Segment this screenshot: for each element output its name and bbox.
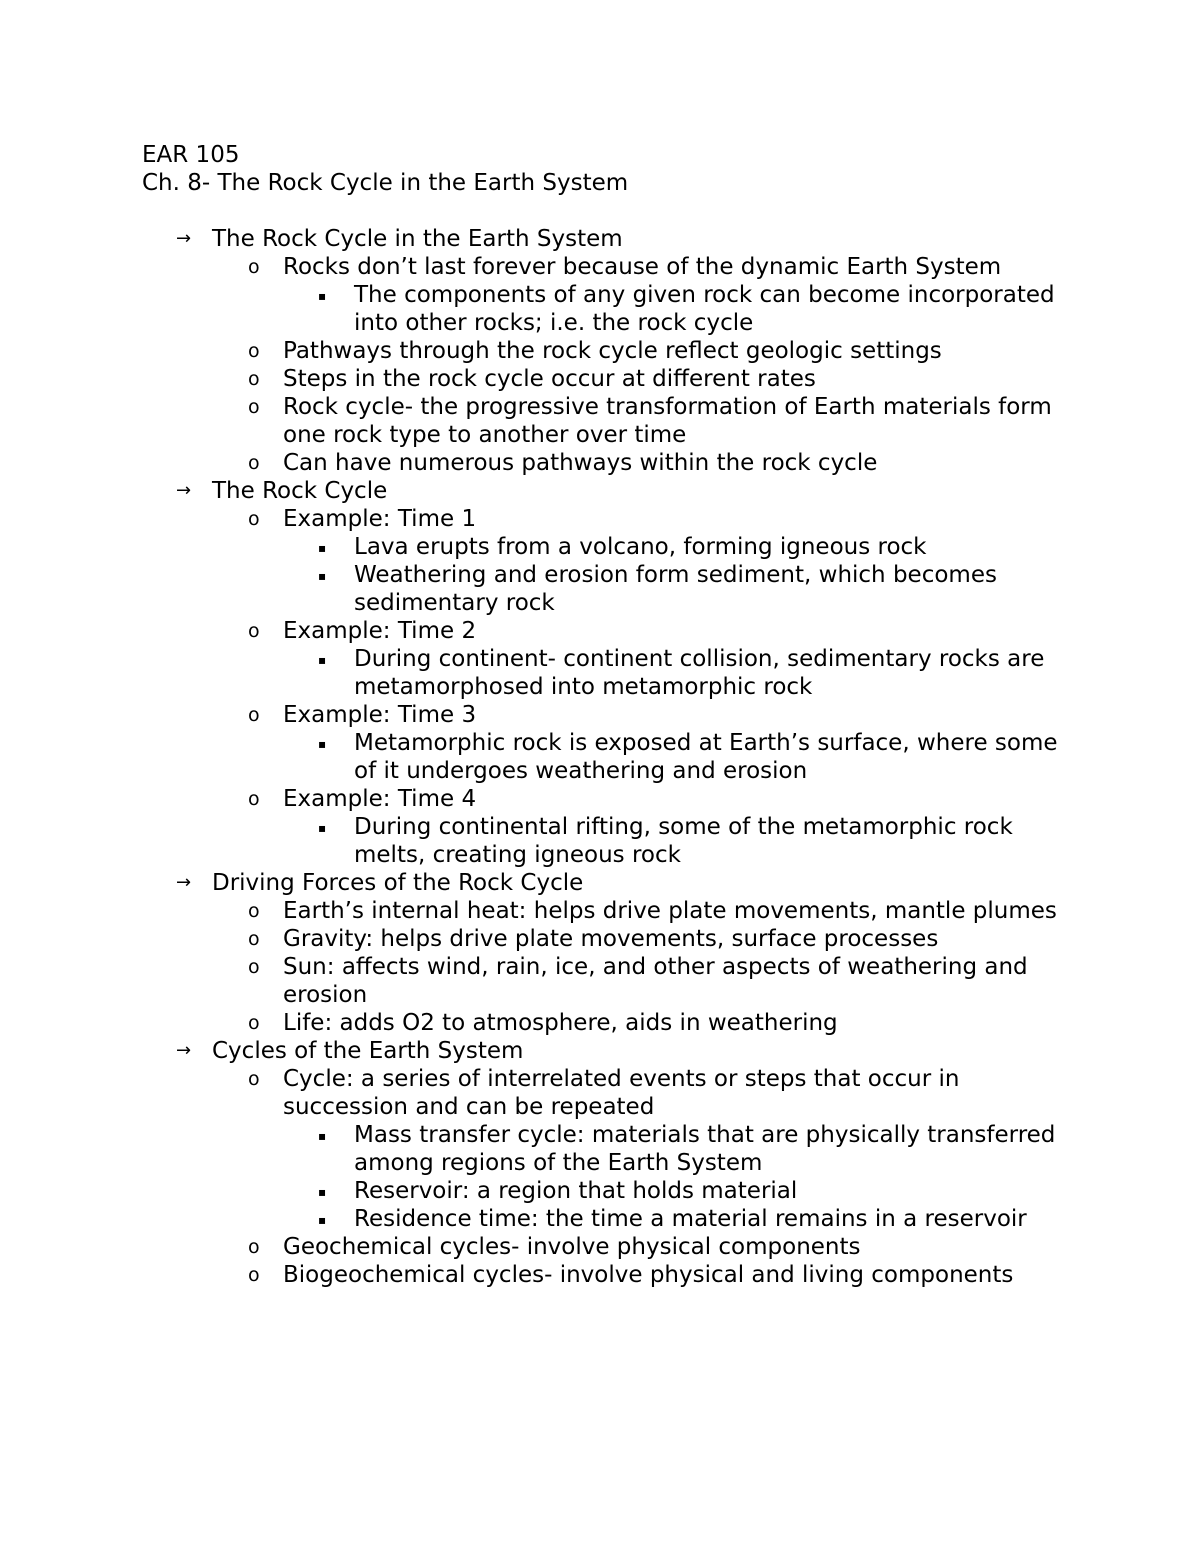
outline-item-level2: [142, 1233, 1062, 1261]
circle-bullet-icon: o: [248, 788, 260, 810]
outline-item-level2: [142, 701, 1062, 729]
circle-bullet-icon: o: [248, 452, 260, 474]
outline-item-text: Sun: affects wind, rain, ice, and other aspects of weathering and erosion: [283, 954, 1028, 1008]
square-bullet-icon: ▪: [318, 289, 327, 303]
chapter-title: Ch. 8- The Rock Cycle in the Earth System: [142, 170, 629, 196]
outline-item-text: Steps in the rock cycle occur at different rates: [283, 366, 816, 392]
arrow-bullet-icon: →: [176, 228, 192, 249]
square-bullet-icon: ▪: [318, 653, 327, 667]
circle-bullet-icon: o: [248, 508, 260, 530]
notes-outline: [142, 225, 1062, 1289]
square-bullet-icon: ▪: [318, 1185, 327, 1199]
outline-item-text: Example: Time 1: [283, 506, 477, 532]
outline-item-text: Geochemical cycles- involve physical components: [283, 1234, 861, 1260]
outline-item-text: During continental rifting, some of the metamorphic rock melts, creating igneous rock: [354, 814, 1013, 868]
outline-item-level2: [142, 953, 1062, 1009]
outline-item-text: The Rock Cycle: [212, 478, 388, 504]
outline-item-text: Residence time: the time a material remains in a reservoir: [354, 1206, 1027, 1232]
square-bullet-icon: ▪: [318, 1129, 327, 1143]
outline-item-level3: [142, 1205, 1062, 1233]
outline-item-level3: [142, 533, 1062, 561]
outline-item-level3: [142, 281, 1062, 337]
circle-bullet-icon: o: [248, 256, 260, 278]
outline-item-text: Example: Time 2: [283, 618, 477, 644]
circle-bullet-icon: o: [248, 900, 260, 922]
outline-item-level1: [142, 869, 1062, 897]
outline-item-level2: [142, 505, 1062, 533]
outline-item-level2: [142, 253, 1062, 281]
circle-bullet-icon: o: [248, 704, 260, 726]
outline-item-text: Example: Time 3: [283, 702, 477, 728]
square-bullet-icon: ▪: [318, 569, 327, 583]
outline-item-level1: [142, 1037, 1062, 1065]
outline-item-text: Gravity: helps drive plate movements, surface processes: [283, 926, 939, 952]
outline-item-level2: [142, 897, 1062, 925]
square-bullet-icon: ▪: [318, 1213, 327, 1227]
circle-bullet-icon: o: [248, 1068, 260, 1090]
outline-item-text: The components of any given rock can become incorporated into other rocks; i.e. the rock cycle: [354, 282, 1055, 336]
outline-item-level1: [142, 477, 1062, 505]
outline-item-text: Rocks don’t last forever because of the dynamic Earth System: [283, 254, 1002, 280]
outline-item-text: Cycles of the Earth System: [212, 1038, 524, 1064]
outline-item-text: Life: adds O2 to atmosphere, aids in weathering: [283, 1010, 838, 1036]
outline-item-level2: [142, 925, 1062, 953]
circle-bullet-icon: o: [248, 368, 260, 390]
outline-item-level3: [142, 645, 1062, 701]
outline-item-level2: [142, 1009, 1062, 1037]
outline-item-text: Pathways through the rock cycle reflect geologic settings: [283, 338, 942, 364]
outline-item-level2: [142, 1065, 1062, 1121]
outline-item-text: Rock cycle- the progressive transformation of Earth materials form one rock type to another over time: [283, 394, 1052, 448]
outline-item-level2: [142, 617, 1062, 645]
course-code: EAR 105: [142, 142, 240, 168]
outline-item-text: Reservoir: a region that holds material: [354, 1178, 798, 1204]
outline-item-text: Mass transfer cycle: materials that are physically transferred among regions of the Earth System: [354, 1122, 1056, 1176]
outline-item-level1: [142, 225, 1062, 253]
circle-bullet-icon: o: [248, 396, 260, 418]
circle-bullet-icon: o: [248, 956, 260, 978]
outline-item-level3: [142, 1121, 1062, 1177]
arrow-bullet-icon: →: [176, 872, 192, 893]
circle-bullet-icon: o: [248, 1012, 260, 1034]
outline-item-text: The Rock Cycle in the Earth System: [212, 226, 623, 252]
circle-bullet-icon: o: [248, 1264, 260, 1286]
outline-item-text: Metamorphic rock is exposed at Earth’s surface, where some of it undergoes weathering and erosion: [354, 730, 1058, 784]
square-bullet-icon: ▪: [318, 737, 327, 751]
arrow-bullet-icon: →: [176, 480, 192, 501]
outline-item-text: Weathering and erosion form sediment, which becomes sedimentary rock: [354, 562, 997, 616]
outline-item-level2: [142, 337, 1062, 365]
square-bullet-icon: ▪: [318, 821, 327, 835]
arrow-bullet-icon: →: [176, 1040, 192, 1061]
outline-item-level3: [142, 1177, 1062, 1205]
circle-bullet-icon: o: [248, 340, 260, 362]
outline-item-level2: [142, 365, 1062, 393]
outline-item-text: Earth’s internal heat: helps drive plate movements, mantle plumes: [283, 898, 1057, 924]
document-body: [142, 141, 1062, 1289]
outline-item-text: During continent- continent collision, sedimentary rocks are metamorphosed into metamorphic rock: [354, 646, 1045, 700]
outline-item-text: Example: Time 4: [283, 786, 477, 812]
circle-bullet-icon: o: [248, 620, 260, 642]
outline-item-level3: [142, 813, 1062, 869]
circle-bullet-icon: o: [248, 1236, 260, 1258]
outline-item-level3: [142, 729, 1062, 785]
blank-line: [142, 197, 1062, 225]
circle-bullet-icon: o: [248, 928, 260, 950]
outline-item-level2: [142, 785, 1062, 813]
square-bullet-icon: ▪: [318, 541, 327, 555]
outline-item-level2: [142, 393, 1062, 449]
outline-item-level2: [142, 1261, 1062, 1289]
outline-item-text: Driving Forces of the Rock Cycle: [212, 870, 584, 896]
outline-item-text: Can have numerous pathways within the rock cycle: [283, 450, 878, 476]
outline-item-level3: [142, 561, 1062, 617]
outline-item-text: Biogeochemical cycles- involve physical and living components: [283, 1262, 1014, 1288]
outline-item-text: Cycle: a series of interrelated events or steps that occur in succession and can be repeated: [283, 1066, 960, 1120]
outline-item-text: Lava erupts from a volcano, forming igneous rock: [354, 534, 927, 560]
outline-item-level2: [142, 449, 1062, 477]
